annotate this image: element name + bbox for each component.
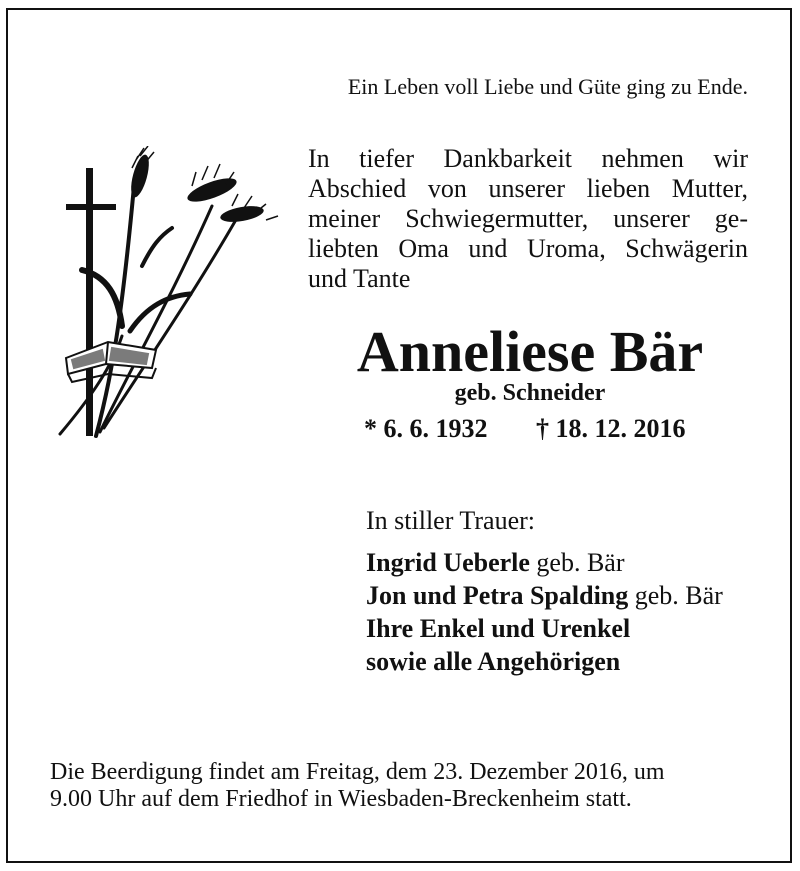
death-date: † 18. 12. 2016	[536, 414, 686, 443]
mourner-names: Ingrid Ueberle	[366, 548, 530, 577]
birth-date: * 6. 6. 1932	[364, 414, 488, 443]
cross-wheat-book-icon	[52, 146, 292, 442]
mourner-names: sowie alle Angehörigen	[366, 647, 621, 676]
intro-line: meiner Schwiegermutter, unserer ge-	[308, 204, 748, 233]
mourner-suffix: geb. Bär	[529, 548, 625, 577]
mourning-label: In stiller Trauer:	[366, 506, 535, 535]
mourners-list	[366, 546, 723, 678]
mourner-entry	[366, 612, 723, 645]
mourner-suffix: geb. Bär	[628, 581, 723, 610]
intro-text	[308, 144, 748, 294]
intro-line: liebten Oma und Uroma, Schwägerin	[308, 234, 748, 263]
mourner-entry	[366, 546, 723, 579]
maiden-name: geb. Schneider	[454, 380, 606, 406]
funeral-line: Die Beerdigung findet am Freitag, dem 23. Dezember 2016, um	[50, 759, 665, 785]
funeral-info	[50, 759, 710, 813]
intro-line: In tiefer Dankbarkeit nehmen wir	[308, 144, 748, 173]
mourner-names: Jon und Petra Spalding	[366, 581, 629, 610]
mourner-names: Ihre Enkel und Urenkel	[366, 614, 631, 643]
mourner-entry	[366, 579, 723, 612]
intro-line: Abschied von unserer lieben Mutter,	[308, 174, 748, 203]
intro-line: und Tante	[308, 264, 411, 293]
deceased-name: Anneliese Bär	[356, 319, 704, 384]
mourner-entry	[366, 645, 723, 678]
funeral-line: 9.00 Uhr auf dem Friedhof in Wiesbaden-Breckenheim statt.	[50, 786, 632, 812]
motto: Ein Leben voll Liebe und Güte ging zu Ende.	[347, 74, 748, 99]
